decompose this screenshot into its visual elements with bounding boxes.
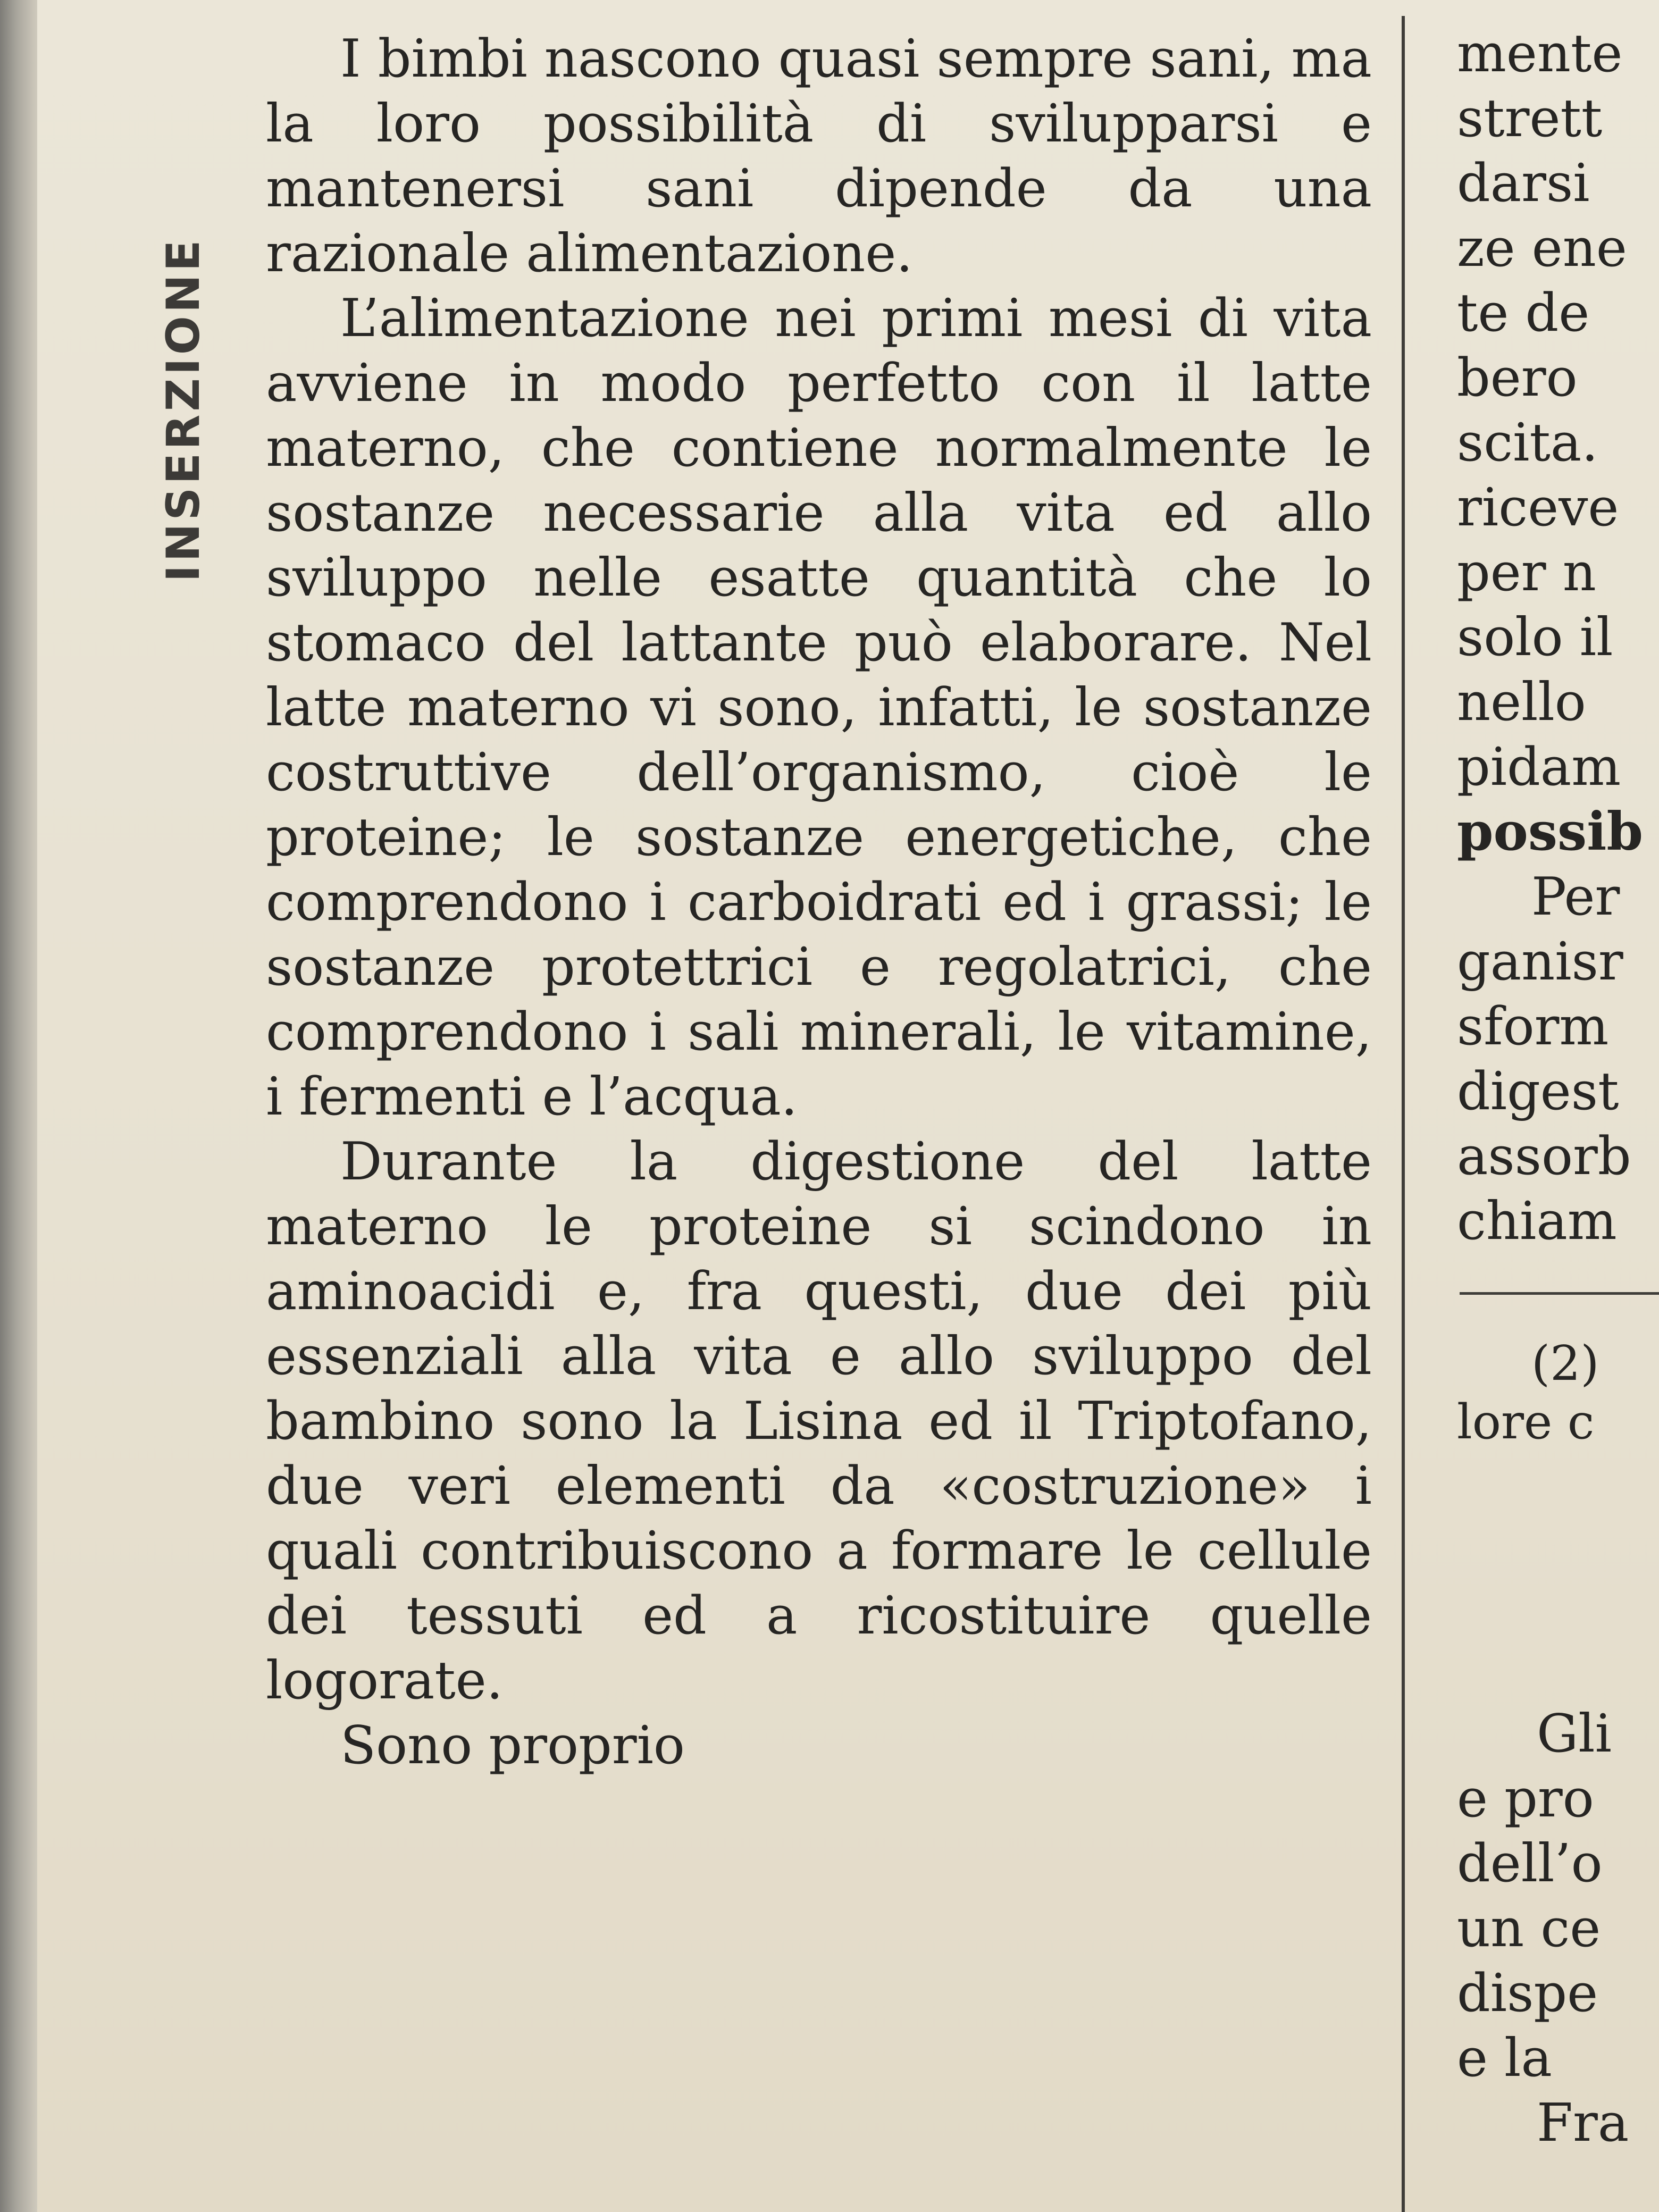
right-line: ze ene <box>1457 218 1627 279</box>
right-line: bero <box>1457 348 1578 408</box>
right-line: e la <box>1457 2028 1552 2089</box>
right-column-fragments <box>1457 21 1659 1254</box>
right-line: pidam <box>1457 737 1621 798</box>
right-line: dell’o <box>1457 1833 1603 1894</box>
footnote-rule <box>1460 1292 1659 1295</box>
right-line: Gli <box>1537 1704 1612 1764</box>
right-line: riceve <box>1457 477 1619 538</box>
right-column-lower-fragments <box>1457 1702 1659 2156</box>
paragraph-4-start: Sono proprio <box>340 1715 685 1776</box>
right-line: te de <box>1457 283 1590 343</box>
right-line: e pro <box>1457 1769 1594 1829</box>
right-line: sform <box>1457 996 1609 1057</box>
main-article-column <box>266 27 1372 1778</box>
right-line: nello <box>1457 672 1586 733</box>
right-line: darsi <box>1457 153 1590 214</box>
right-line: scita. <box>1457 413 1598 473</box>
right-line: ganisr <box>1457 932 1623 992</box>
right-line: Fra <box>1537 2093 1629 2154</box>
paragraph-1: I bimbi nascono quasi sempre sani, ma la loro possibilità di svilupparsi e mantenersi sani dipende da una razionale alimentazione. <box>266 29 1372 284</box>
paragraph-3: Durante la digestione del latte materno le proteine si scindono in aminoacidi e, fra questi, due dei più essenziali alla vita e allo sviluppo del bambino sono la Lisina ed il Triptofano, due veri elementi da «costruzione» i quali contribuiscono a formare le cellule dei tessuti ed a ricostituire quelle logorate. <box>266 1132 1372 1711</box>
right-line: solo il <box>1457 607 1613 668</box>
right-line: strett <box>1457 88 1603 149</box>
right-line: per n <box>1457 542 1596 603</box>
footnote-marker: (2) <box>1531 1336 1599 1392</box>
right-line-bold: possib <box>1457 801 1643 862</box>
right-line: digest <box>1457 1061 1619 1122</box>
right-line: dispe <box>1457 1963 1598 2024</box>
right-line: assorb <box>1457 1126 1631 1187</box>
right-line: chiam <box>1457 1191 1617 1252</box>
paragraph-2: L’alimentazione nei primi mesi di vita avviene in modo perfetto con il latte materno, che contiene normalmente le sostanze necessarie alla vita ed allo sviluppo nelle esatte quantità che lo stomaco del lattante può elaborare. Nel latte materno vi sono, infatti, le sostanze costruttive dell’organismo, cioè le proteine; le sostanze energetiche, che comprendono i carboidrati ed i grassi; le sostanze protettrici e regolatrici, che comprendono i sali minerali, le vitamine, i fermenti e l’acqua. <box>266 288 1372 1127</box>
footnote-text: lore c <box>1457 1394 1595 1450</box>
insertion-label: INSERZIONE <box>157 237 210 582</box>
right-line: Per <box>1531 867 1620 927</box>
adjacent-page-edge <box>0 0 37 2212</box>
right-line: un ce <box>1457 1898 1601 1959</box>
column-divider <box>1402 16 1405 2212</box>
right-line: mente <box>1457 23 1623 84</box>
